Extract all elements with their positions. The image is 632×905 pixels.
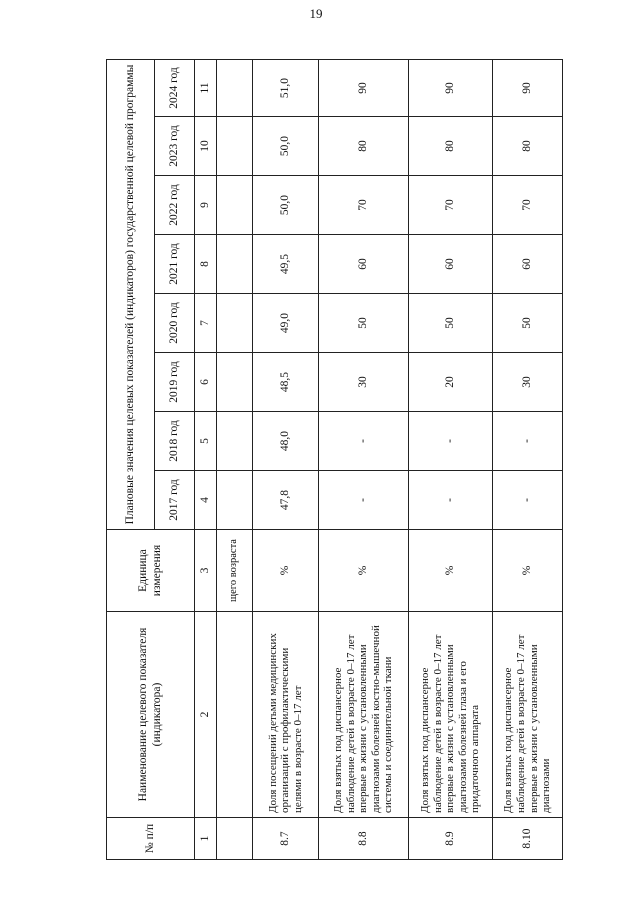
- index-cell: 3: [195, 530, 217, 612]
- row-value: -: [493, 471, 563, 530]
- index-cell: 10: [195, 117, 217, 176]
- index-cell: 5: [195, 412, 217, 471]
- continuation-cell: [217, 235, 253, 294]
- row-name: Доля взятых под диспансерное наблюдение детей в возрасте 0–17 лет впервые в жизни с установленными диагнозами болезней костно-мышечной системы и соединительной ткани: [319, 612, 409, 818]
- header-year: 2023 год: [155, 117, 195, 176]
- row-value: -: [409, 471, 493, 530]
- rotated-table-wrapper: [106, 60, 553, 860]
- row-value: 48,0: [253, 412, 319, 471]
- header-name: Наименование целевого показателя (индикатора): [107, 612, 195, 818]
- row-value: 80: [409, 117, 493, 176]
- row-value: 30: [493, 353, 563, 412]
- row-value: 90: [319, 60, 409, 117]
- continuation-cell: [217, 471, 253, 530]
- row-value: 70: [493, 176, 563, 235]
- row-value: 49,0: [253, 294, 319, 353]
- row-value: 60: [319, 235, 409, 294]
- row-num: 8.9: [409, 818, 493, 860]
- header-num: № п/п: [107, 818, 195, 860]
- continuation-cell: [217, 117, 253, 176]
- row-value: 60: [409, 235, 493, 294]
- row-value: 60: [493, 235, 563, 294]
- row-value: 50: [493, 294, 563, 353]
- page-number: 19: [309, 6, 323, 21]
- row-value: 30: [319, 353, 409, 412]
- row-unit: %: [409, 530, 493, 612]
- index-cell: 8: [195, 235, 217, 294]
- continuation-cell: [217, 60, 253, 117]
- row-value: 70: [409, 176, 493, 235]
- continuation-cell: [217, 412, 253, 471]
- header-year: 2017 год: [155, 471, 195, 530]
- table-row: [319, 60, 409, 860]
- index-cell: 11: [195, 60, 217, 117]
- continuation-cell: [217, 818, 253, 860]
- row-value: 50: [319, 294, 409, 353]
- index-cell: 1: [195, 818, 217, 860]
- header-row: [107, 60, 155, 860]
- header-year: 2020 год: [155, 294, 195, 353]
- row-value: 51,0: [253, 60, 319, 117]
- header-unit: Единица измерения: [107, 530, 195, 612]
- row-value: 49,5: [253, 235, 319, 294]
- row-name: Доля посещений детьми медицинских организаций с профилактическими целями в возрасте 0–17 лет: [253, 612, 319, 818]
- row-num: 8.10: [493, 818, 563, 860]
- row-value: 80: [493, 117, 563, 176]
- row-value: 47,8: [253, 471, 319, 530]
- header-plan: Плановые значения целевых показателей (индикаторов) государственной целевой программы: [107, 60, 155, 530]
- header-year: 2024 год: [155, 60, 195, 117]
- row-value: -: [409, 412, 493, 471]
- index-cell: 6: [195, 353, 217, 412]
- index-cell: 7: [195, 294, 217, 353]
- row-value: 90: [409, 60, 493, 117]
- header-year: 2018 год: [155, 412, 195, 471]
- row-name: Доля взятых под диспансерное наблюдение детей в возрасте 0–17 лет впервые в жизни с установленными диагнозами: [493, 612, 563, 818]
- index-cell: 4: [195, 471, 217, 530]
- row-value: -: [493, 412, 563, 471]
- row-value: 50,0: [253, 176, 319, 235]
- row-unit: %: [253, 530, 319, 612]
- continuation-cell: [217, 353, 253, 412]
- row-name: Доля взятых под диспансерное наблюдение детей в возрасте 0–17 лет впервые в жизни с установленными диагнозами болезней глаза и его придаточного аппарата: [409, 612, 493, 818]
- row-unit: %: [493, 530, 563, 612]
- header-year: 2022 год: [155, 176, 195, 235]
- row-value: 50,0: [253, 117, 319, 176]
- index-row: [195, 60, 217, 860]
- header-year: 2021 год: [155, 235, 195, 294]
- row-unit: %: [319, 530, 409, 612]
- indicators-table: [106, 59, 563, 860]
- row-value: 20: [409, 353, 493, 412]
- row-value: 80: [319, 117, 409, 176]
- row-value: 70: [319, 176, 409, 235]
- table-row: [253, 60, 319, 860]
- continuation-unit: щего возраста: [217, 530, 253, 612]
- continuation-cell: [217, 612, 253, 818]
- continuation-cell: [217, 176, 253, 235]
- row-num: 8.8: [319, 818, 409, 860]
- row-value: -: [319, 412, 409, 471]
- row-num: 8.7: [253, 818, 319, 860]
- row-value: 50: [409, 294, 493, 353]
- table-row: [493, 60, 563, 860]
- index-cell: 2: [195, 612, 217, 818]
- row-value: -: [319, 471, 409, 530]
- index-cell: 9: [195, 176, 217, 235]
- continuation-cell: [217, 294, 253, 353]
- row-value: 90: [493, 60, 563, 117]
- continuation-row: [217, 60, 253, 860]
- row-value: 48,5: [253, 353, 319, 412]
- table-row: [409, 60, 493, 860]
- header-year: 2019 год: [155, 353, 195, 412]
